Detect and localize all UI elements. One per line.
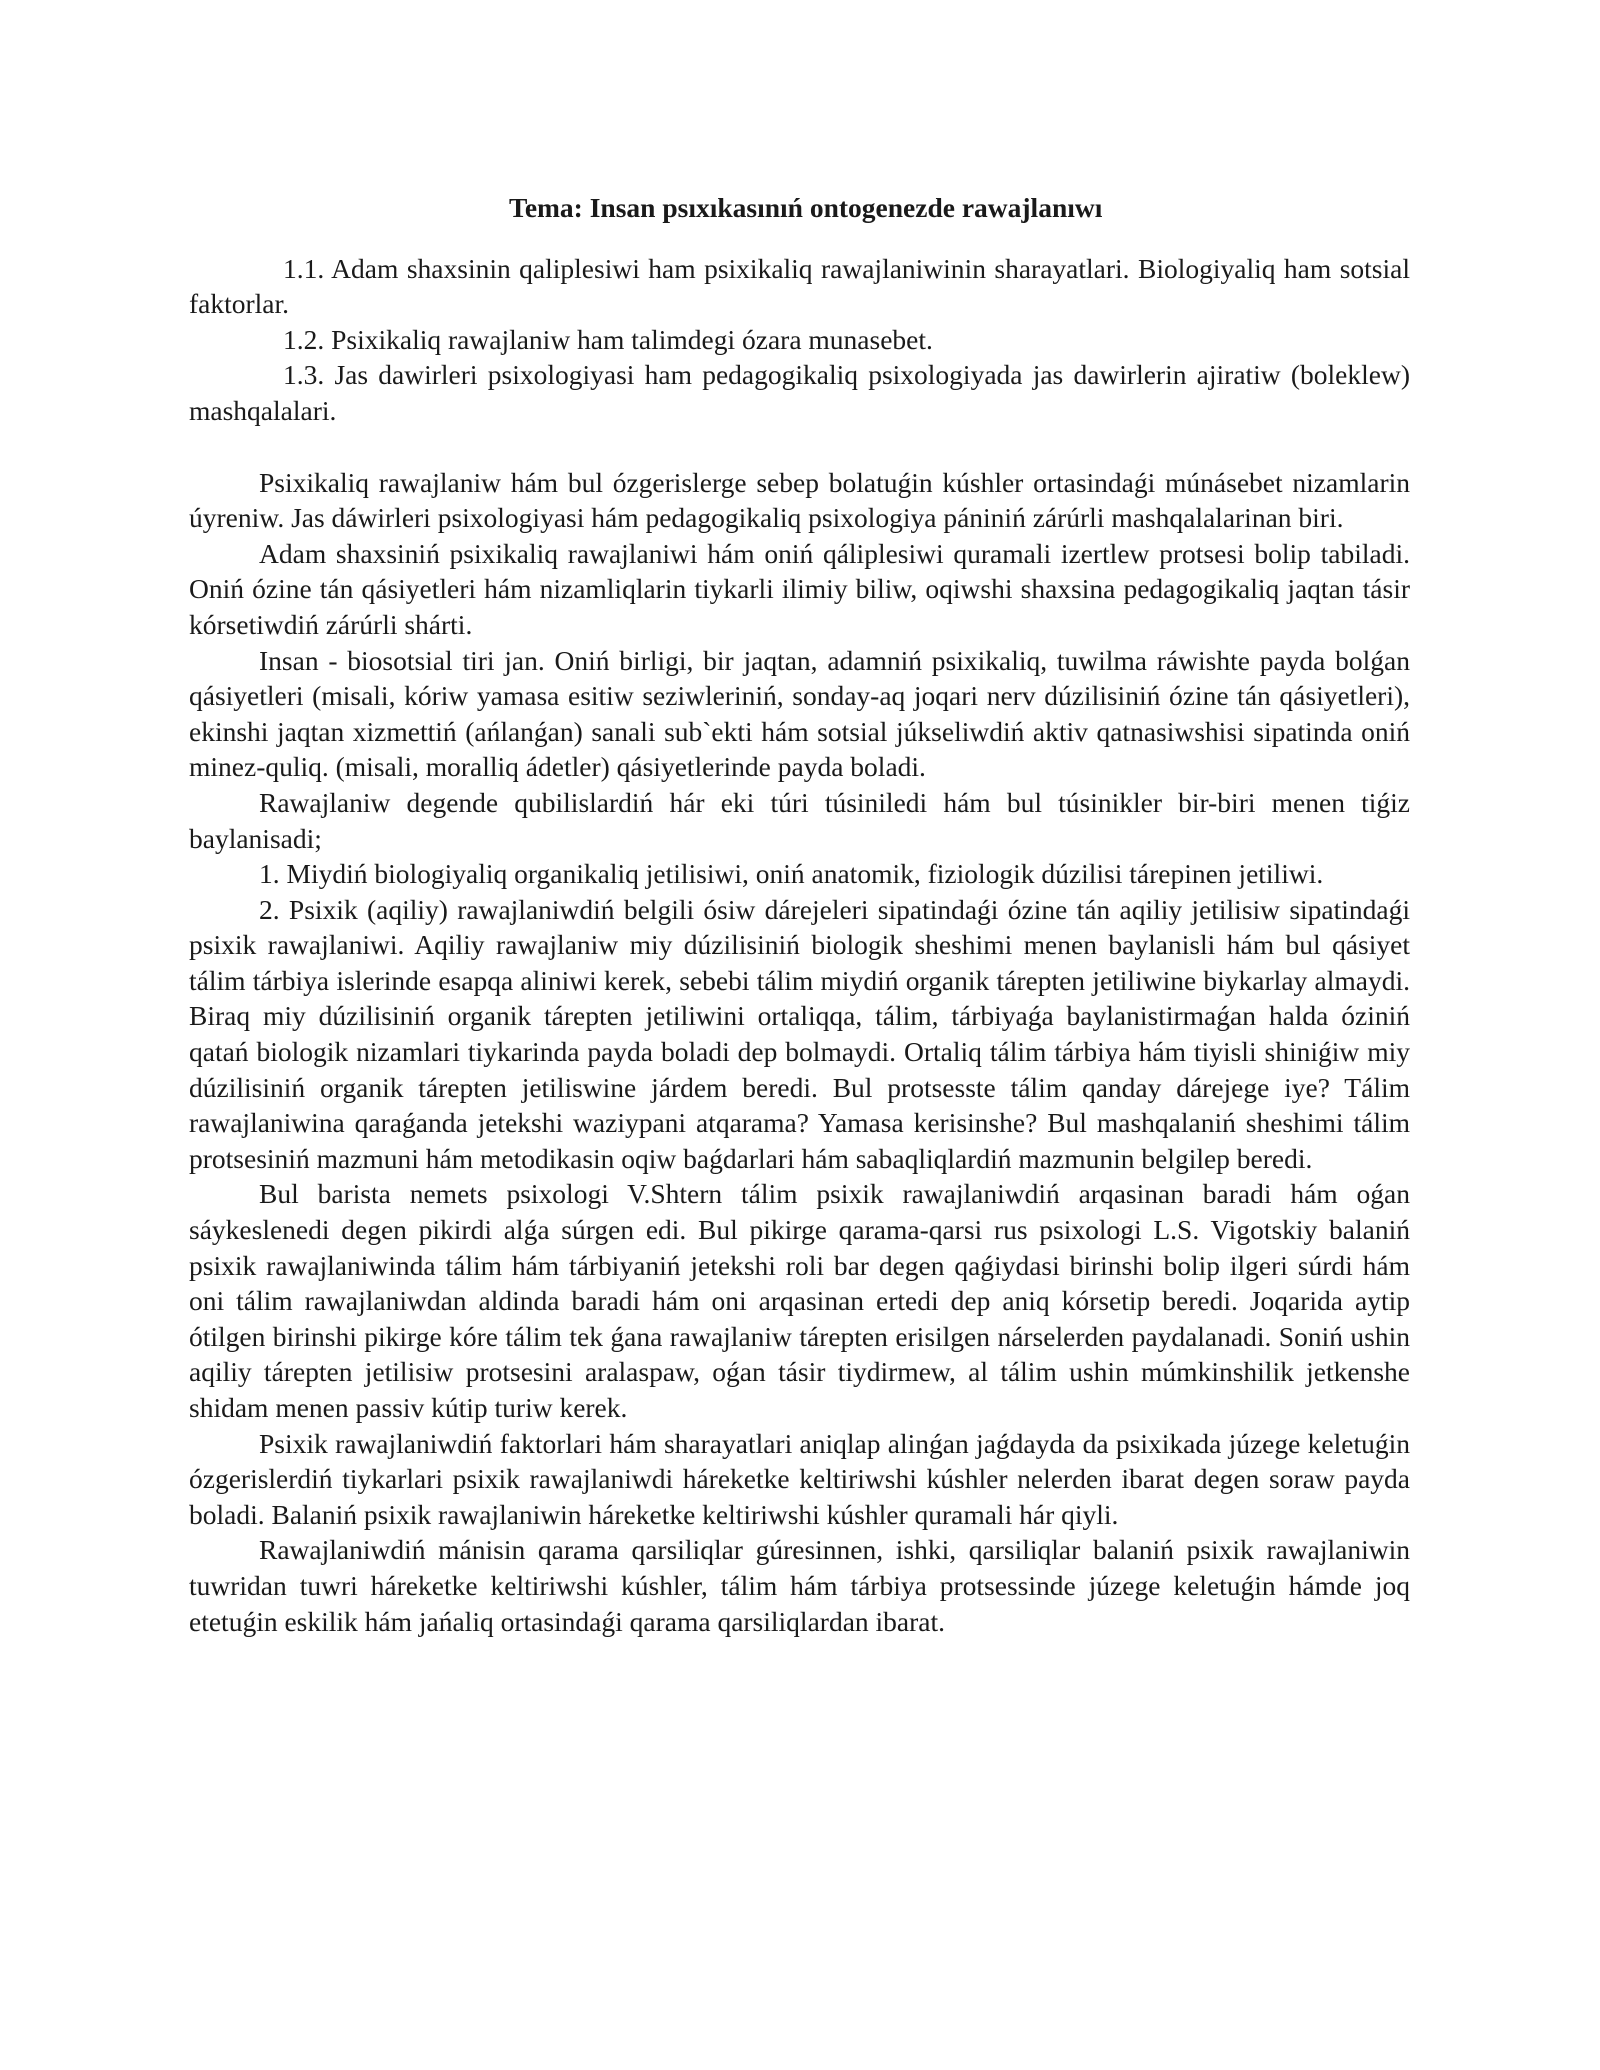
document-title: Tema: Insan psıxıkasınıń ontogenezde rawajlanıwı [509,192,1103,223]
body-paragraph: Insan - biosotsial tiri jan. Oniń birligi, bir jaqtan, adamniń psixikaliq, tuwilma ráwishte payda bolǵan qásiyetleri (misali, kóriw yamasa esitiw seziwleriniń, sonday-aq joqari nerv dúzilisiniń ózine tán qásiyetleri), ekinshi jaqtan xizmettiń (ańlanǵan) sanali sub`ekti hám sotsial júkseliwdiń aktiv qatnasiwshisi sipatinda oniń minez-quliq. (misali, moralliq ádetler) qásiyetlerinde payda boladi. [189,644,1410,783]
body-paragraph: Psixik rawajlaniwdiń faktorlari hám sharayatlari aniqlap alinǵan jaǵdayda da psixikada júzege keletuǵin ózgerislerdiń tiykarlari psixik rawajlaniwdi háreketke keltiriwshi kúshler nelerden ibarat degen soraw payda boladi. Balaniń psixik rawajlaniwin háreketke keltiriwshi kúshler quramali hár qiyli. [189,1427,1410,1530]
topic-list [189,251,1410,429]
topic-item: 1.2. Psixikaliq rawajlaniw ham talimdegi ózara munasebet. [283,323,933,355]
body-paragraph: Rawajlaniw degende qubilislardiń hár eki túri túsiniledi hám bul túsinikler bir-biri menen tiǵiz baylanisadi; [189,786,1410,854]
body-paragraph: 1. Miydiń biologiyaliq organikaliq jetilisiwi, oniń anatomik, fiziologik dúzilisi tárepinen jetiliwi. [259,858,1324,890]
topic-item: 1.3. Jas dawirleri psixologiyasi ham pedagogikaliq psixologiyada jas dawirlerin ajiratiw (boleklew) mashqalalari. [189,359,1410,426]
body-text [189,465,1410,1640]
topic-item: 1.1. Adam shaxsinin qaliplesiwi ham psixikaliq rawajlaniwinin sharayatlari. Biologiyaliq ham sotsial faktorlar. [189,252,1410,320]
body-paragraph: Bul barista nemets psixologi V.Shtern tálim psixik rawajlaniwdiń arqasinan baradi hám oǵan sáykeslenedi degen pikirdi alǵa súrgen edi. Bul pikirge qarama-qarsi rus psixologi L.S. Vigotskiy balaniń psixik rawajlaniwinda tálim hám tárbiyaniń jetekshi roli bar degen qaǵiydasi birinshi bolip ilgeri súrdi hám oni tálim rawajlaniwdan aldinda baradi hám oni arqasinan ertedi dep aniq kórsetip beredi. Joqarida aytip ótilgen birinshi pikirge kóre tálim tek ǵana rawajlaniw tárepten erisilgen nárselerden paydalanadi. Soniń ushin aqiliy tárepten jetilisiw protsesini aralaspaw, oǵan tásir tiydirmew, al tálim ushin múmkinshilik jetkenshe shidam menen passiv kútip turiw kerek. [189,1178,1410,1423]
body-paragraph: 2. Psixik (aqiliy) rawajlaniwdiń belgili ósiw dárejeleri sipatindaǵi ózine tán aqiliy jetilisiw sipatindaǵi psixik rawajlaniwi. Aqiliy rawajlaniw miy dúzilisiniń biologik sheshimi menen baylanisli hám bul qásiyet tálim tárbiya islerinde esapqa aliniwi kerek, sebebi tálim miydiń organik tárepten jetiliwine biykarlay almaydi. Biraq miy dúzilisiniń organik tárepten jetiliwini ortaliqqa, tálim, tárbiyaǵa baylanistirmaǵan halda óziniń qatań biologik nizamlari tiykarinda payda boladi dep bolmaydi. Ortaliq tálim tárbiya hám tiyisli shiniǵiw miy dúzilisiniń organik tárepten jetiliswine járdem beredi. Bul protsesste tálim qanday dárejege iye? Tálim rawajlaniwina qaraǵanda jetekshi waziypani atqarama? Yamasa kerisinshe? Bul mashqalaniń sheshimi tálim protsesiniń mazmuni hám metodikasin oqiw baǵdarlari hám sabaqliqlardiń mazmunin belgilep beredi. [189,893,1410,1174]
body-paragraph: Psixikaliq rawajlaniw hám bul ózgerislerge sebep bolatuǵin kúshler ortasindaǵi múnásebet nizamlarin úyreniw. Jas dáwirleri psixologiyasi hám pedagogikaliq psixologiya pániniń zárúrli mashqalalarinan biri. [189,466,1410,534]
document-page [189,190,1410,1639]
body-paragraph: Adam shaxsiniń psixikaliq rawajlaniwi hám oniń qáliplesiwi quramali izertlew protsesi bolip tabiladi. Oniń ózine tán qásiyetleri hám nizamliqlarin tiykarli ilimiy biliw, oqiwshi shaxsina pedagogikaliq jaqtan tásir kórsetiwdiń zárúrli shárti. [189,537,1410,640]
body-paragraph: Rawajlaniwdiń mánisin qarama qarsiliqlar gúresinnen, ishki, qarsiliqlar balaniń psixik rawajlaniwin tuwridan tuwri háreketke keltiriwshi kúshler, tálim hám tárbiya protsessinde júzege keletuǵin hámde joq etetuǵin eskilik hám jańaliq ortasindaǵi qarama qarsiliqlardan ibarat. [189,1534,1410,1637]
